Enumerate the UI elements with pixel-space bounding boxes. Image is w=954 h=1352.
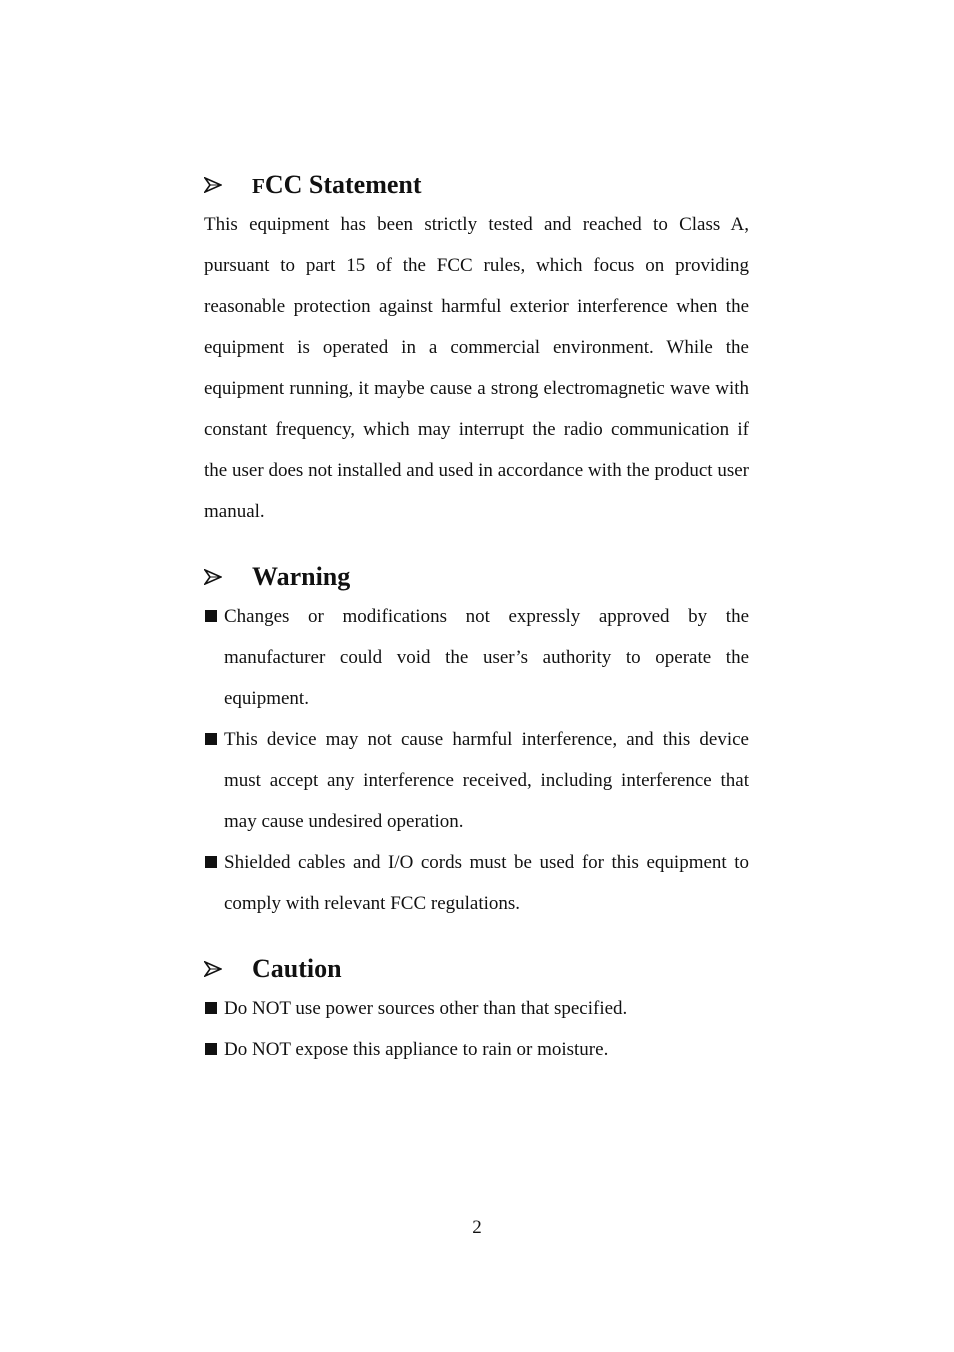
arrow-bullet-icon	[204, 961, 222, 977]
square-bullet-icon	[205, 856, 217, 868]
caution-item-text: Do NOT use power sources other than that specified.	[224, 998, 628, 1019]
square-bullet-icon	[205, 610, 217, 622]
arrow-bullet-icon	[204, 177, 222, 193]
arrow-bullet-icon	[204, 569, 222, 585]
fcc-statement-section	[204, 166, 749, 532]
document-page	[204, 166, 749, 1070]
fcc-statement-heading	[204, 166, 749, 204]
page-number: 2	[472, 1217, 482, 1238]
caution-list	[204, 988, 749, 1070]
warning-item-text: This device may not cause harmful interference, and this device must accept any interference received, including interference that may cause undesired operation.	[224, 729, 749, 832]
caution-heading	[204, 950, 749, 988]
warning-list	[204, 596, 749, 924]
square-bullet-icon	[205, 1043, 217, 1055]
caution-section	[204, 950, 749, 1070]
list-item	[204, 1029, 749, 1070]
caution-item-text: Do NOT expose this appliance to rain or moisture.	[224, 1039, 609, 1060]
square-bullet-icon	[205, 733, 217, 745]
list-item	[204, 719, 749, 842]
list-item	[204, 988, 749, 1029]
warning-title: Warning	[252, 562, 351, 591]
caution-title: Caution	[252, 954, 342, 983]
warning-item-text: Changes or modifications not expressly approved by the manufacturer could void the user’s authority to operate the equipment.	[224, 606, 749, 709]
fcc-statement-body: This equipment has been strictly tested and reached to Class A, pursuant to part 15 of the FCC rules, which focus on providing reasonable protection against harmful exterior interference when the equipment is operated in a commercial environment. While the equipment running, it maybe cause a strong electromagnetic wave with constant frequency, which may interrupt the radio communication if the user does not installed and used in accordance with the product user manual.	[204, 214, 749, 522]
fcc-statement-title	[252, 166, 422, 205]
list-item	[204, 596, 749, 719]
warning-item-text: Shielded cables and I/O cords must be used for this equipment to comply with relevant FCC regulations.	[224, 852, 749, 914]
list-item	[204, 842, 749, 924]
fcc-title-rest: CC Statement	[264, 169, 422, 199]
warning-section	[204, 558, 749, 924]
fcc-title-initial: F	[252, 173, 265, 198]
warning-heading	[204, 558, 749, 596]
square-bullet-icon	[205, 1002, 217, 1014]
